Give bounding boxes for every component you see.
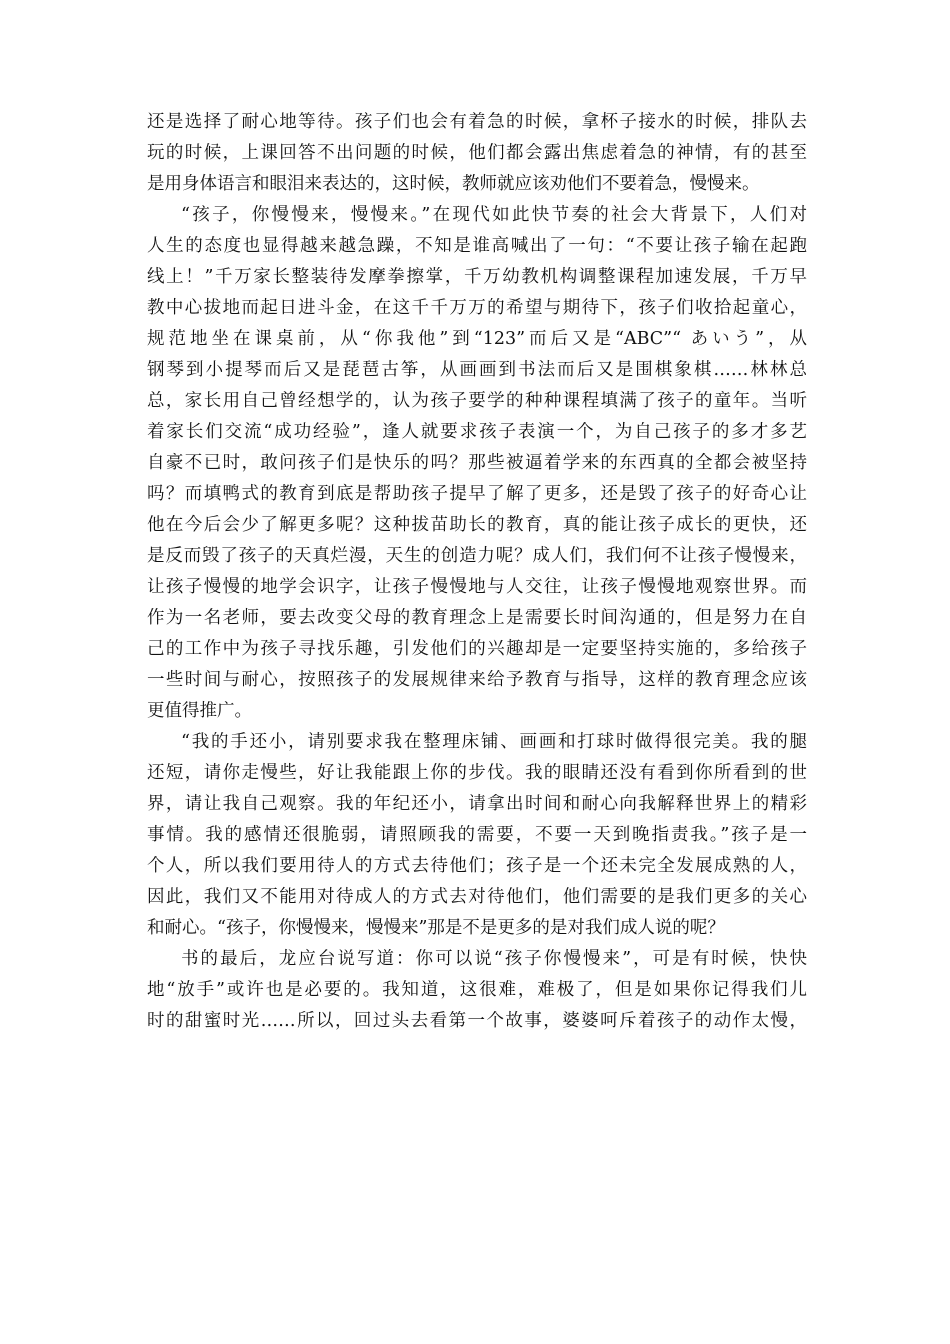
text-line: “我的手还小，请别要求我在整理床铺、画画和打球时做得很完美。我的腿: [181, 732, 807, 752]
text-line: 人生的态度也显得越来越急躁，不知是谁高喊出了一句：“不要让孩子输在起跑: [147, 236, 807, 256]
text-line: 总，家长用自己曾经想学的，认为孩子要学的种种课程填满了孩子的童年。当听: [147, 391, 807, 411]
text-line: 线上！”千万家长整装待发摩拳擦掌，千万幼教机构调整课程加速发展，千万早: [147, 267, 807, 287]
text-line: 钢琴到小提琴而后又是琵琶古筝，从画画到书法而后又是围棋象棋……林林总: [147, 360, 807, 380]
paragraph: [147, 107, 807, 200]
text-line: 着家长们交流“成功经验”，逢人就要求孩子表演一个，为自己孩子的多才多艺: [147, 422, 807, 442]
text-line: 让孩子慢慢的地学会识字，让孩子慢慢地与人交往，让孩子慢慢地观察世界。而: [147, 577, 807, 597]
text-line: “孩子，你慢慢来，慢慢来。”在现代如此快节奏的社会大背景下，人们对: [181, 205, 807, 225]
text-line: 事情。我的感情还很脆弱，请照顾我的需要，不要一天到晚指责我。”孩子是一: [147, 825, 807, 845]
text-line: 吗？而填鸭式的教育到底是帮助孩子提早了解了更多，还是毁了孩子的好奇心让: [147, 484, 807, 504]
text-line: 自豪不已时，敢问孩子们是快乐的吗？那些被逼着学来的东西真的全都会被坚持: [147, 453, 807, 473]
text-line: 教中心拔地而起日进斗金，在这千千万万的希望与期待下，孩子们收拾起童心，: [147, 298, 807, 318]
text-line: 时的甜蜜时光……所以，回过头去看第一个故事，婆婆呵斥着孩子的动作太慢，: [147, 1011, 807, 1031]
text-line: 己的工作中为孩子寻找乐趣，引发他们的兴趣却是一定要坚持实施的，多给孩子: [147, 639, 807, 659]
text-line: 还是选择了耐心地等待。孩子们也会有着急的时候，拿杯子接水的时候，排队去: [147, 112, 807, 132]
text-line: 地“放手”或许也是必要的。我知道，这很难，难极了，但是如果你记得我们儿: [147, 980, 807, 1000]
text-line: 还短，请你走慢些，好让我能跟上你的步伐。我的眼睛还没有看到你所看到的世: [147, 763, 807, 783]
paragraph: [147, 727, 807, 944]
paragraph: [147, 200, 807, 727]
text-line: 一些时间与耐心，按照孩子的发展规律来给予教育与指导，这样的教育理念应该: [147, 670, 807, 690]
text-line: 作为一名老师，要去改变父母的教育理念上是需要长时间沟通的，但是努力在自: [147, 608, 807, 628]
text-line: 更值得推广。: [147, 701, 252, 721]
text-line: 规范地坐在课桌前，从“你我他”到“123”而后又是“ABC”“ あいう”，从: [147, 329, 807, 349]
text-line: 玩的时候，上课回答不出问题的时候，他们都会露出焦虑着急的神情，有的甚至: [147, 143, 807, 163]
text-line: 是反而毁了孩子的天真烂漫，天生的创造力呢？成人们，我们何不让孩子慢慢来，: [147, 546, 807, 566]
text-line: 他在今后会少了解更多呢？这种拔苗助长的教育，真的能让孩子成长的更快，还: [147, 515, 807, 535]
text-line: 和耐心。“孩子，你慢慢来，慢慢来”那是不是更多的是对我们成人说的呢？: [147, 918, 725, 938]
document-body: [147, 107, 807, 1037]
paragraph: [147, 944, 807, 1037]
text-line: 书的最后，龙应台说写道：你可以说“孩子你慢慢来”，可是有时候，快快: [181, 949, 807, 969]
text-line: 是用身体语言和眼泪来表达的，这时候，教师就应该劝他们不要着急，慢慢来。: [147, 174, 760, 194]
text-line: 个人，所以我们要用待人的方式去待他们；孩子是一个还未完全发展成熟的人，: [147, 856, 807, 876]
text-line: 因此，我们又不能用对待成人的方式去对待他们，他们需要的是我们更多的关心: [147, 887, 807, 907]
text-line: 界，请让我自己观察。我的年纪还小，请拿出时间和耐心向我解释世界上的精彩: [147, 794, 807, 814]
